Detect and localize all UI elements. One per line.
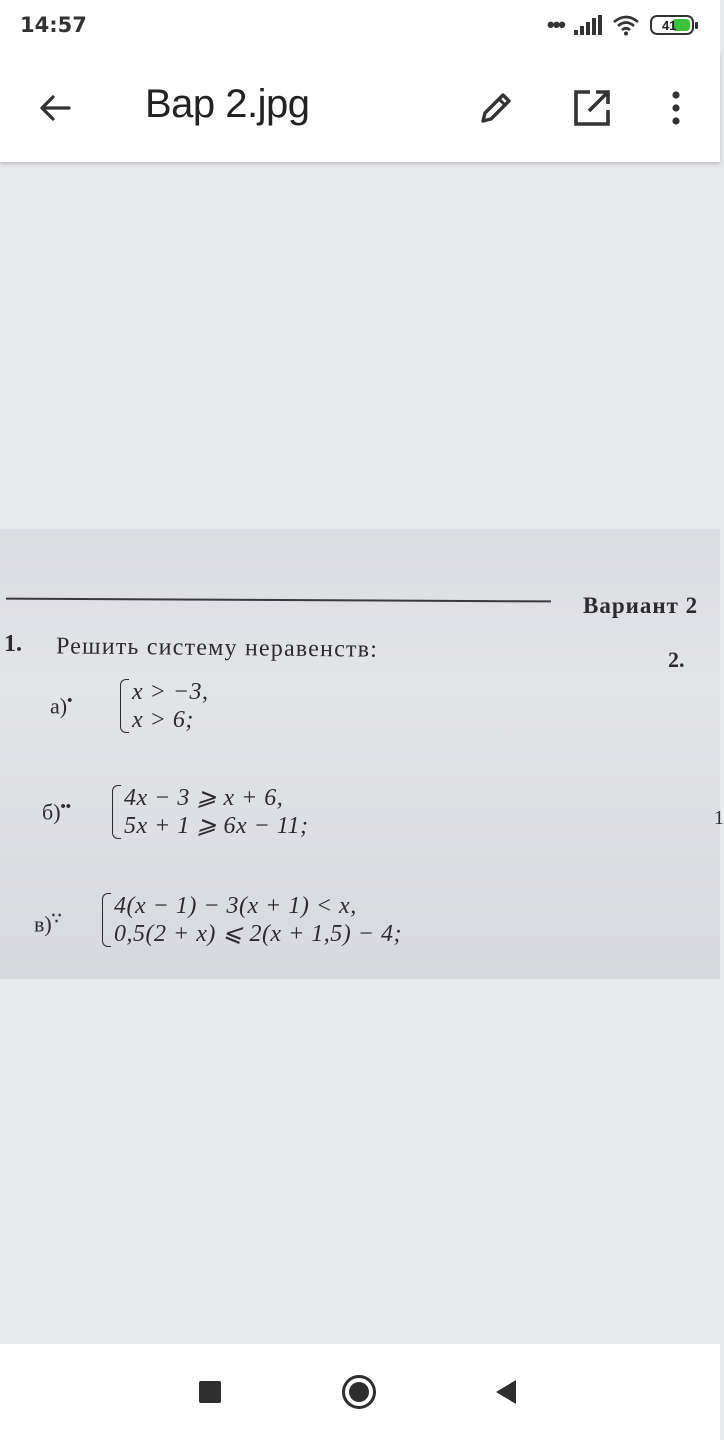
system-a [120, 679, 209, 733]
item-b-label [42, 799, 71, 825]
system-b [112, 785, 309, 839]
navigation-bar [0, 1344, 720, 1440]
item-b-mark: •• [60, 799, 72, 815]
item-c-label [34, 909, 61, 937]
wifi-icon [612, 14, 640, 36]
item-c-mark: ∵ [51, 911, 62, 927]
horizontal-rule [6, 598, 551, 603]
task-number: 1. [4, 631, 22, 657]
recent-apps-icon[interactable] [199, 1381, 221, 1403]
edit-pencil-icon [476, 88, 516, 128]
system-a-line-1: x > −3, [132, 679, 209, 705]
brace [120, 679, 129, 733]
system-c [102, 893, 402, 947]
item-a-label [50, 693, 72, 719]
file-title: Вар 2.jpg [145, 82, 310, 126]
item-b-letter: б) [42, 799, 61, 825]
task-text: Решить систему неравенств: [55, 633, 379, 663]
dots-icon: ••• [546, 12, 564, 37]
brace [112, 785, 121, 839]
home-icon[interactable] [341, 1374, 377, 1410]
image-viewer[interactable] [0, 162, 724, 1344]
app-bar [0, 52, 720, 162]
status-time: 14:57 [20, 13, 87, 37]
edit-button[interactable] [470, 82, 522, 134]
item-a-letter: а) [50, 693, 68, 719]
open-external-button[interactable] [566, 82, 618, 134]
battery-level: 41 [662, 17, 677, 33]
open-external-icon [572, 88, 612, 128]
status-bar [0, 0, 720, 52]
photo[interactable] [0, 529, 724, 979]
next-task-number: 2. [668, 647, 685, 672]
back-icon[interactable] [494, 1379, 518, 1405]
system-c-line-1: 4(x − 1) − 3(x + 1) < x, [114, 893, 357, 919]
edge-char: 1 [714, 807, 724, 829]
battery-icon [650, 15, 694, 35]
more-options-button[interactable] [652, 82, 700, 134]
item-a-mark: • [67, 693, 73, 709]
brace [102, 893, 111, 947]
system-c-line-2: 0,5(2 + x) ⩽ 2(x + 1,5) − 4; [114, 921, 402, 947]
item-c-letter: в) [34, 911, 52, 937]
more-vert-icon [670, 90, 682, 126]
status-icons [547, 12, 694, 38]
system-b-line-1: 4x − 3 ⩾ x + 6, [124, 785, 284, 811]
signal-icon [574, 15, 602, 35]
variant-label: Вариант 2 [583, 593, 699, 618]
back-arrow-icon [37, 90, 73, 126]
back-button[interactable] [32, 85, 78, 131]
system-b-line-2: 5x + 1 ⩾ 6x − 11; [124, 813, 309, 839]
system-a-line-2: x > 6; [132, 707, 194, 733]
